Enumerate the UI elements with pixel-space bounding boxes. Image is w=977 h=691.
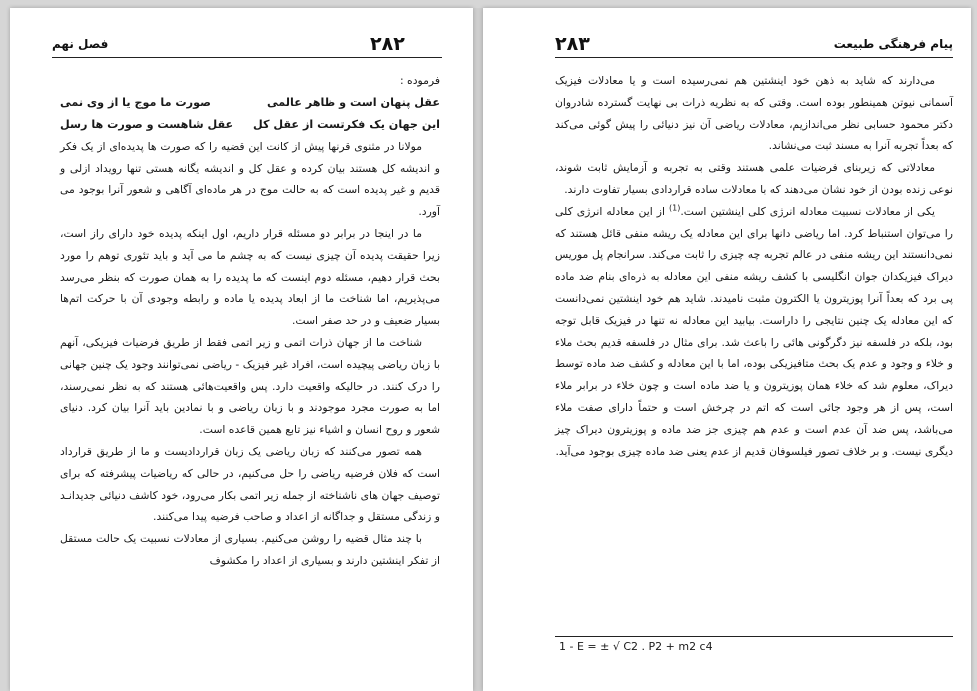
paragraph: می‌دارند که شاید به ذهن خود اینشتین هم نمی‌رسیده است و یا معادلات فیزیک آسمانی نیوتن همینطور بوده است. وقتی که به نظریه ذرات بی نهایت گسترده شادروان دکتر محمود حسابی نظر می‌اندازیم، معادلات ریاضی آن نیز دنیائی را پیش گوئی می‌کند که بعداً تجربه آنرا به مسند ثبت می‌نشاند.	[555, 74, 953, 153]
verse-block	[60, 92, 440, 136]
running-title: فصل نهم	[52, 37, 109, 51]
hemistich: صورت ما موج یا از وی نمی	[60, 95, 211, 109]
footnote-rule	[555, 636, 953, 637]
paragraph: شناخت ما از جهان ذرات اتمی و زیر اتمی فقط از طریق فرضیات فیزیکی، آنهم با زبان ریاضی پیچیده است، افراد غیر فیزیک - ریاضی نمی‌توانند وجود یک چنین جهانی را درک کنند. در حالیکه واقعیت دارد. پس واقعیت‌هائی هستند که به نظر نمی‌رسند، اما به صورت مجرد موجودند و با زبان ریاضی و با نمادین باید آنرا بیان کرد. دنیای شعور و روح انسان و اشیاء نیز تابع همین قاعده است.	[60, 335, 440, 437]
paragraph-text: یکی از معادلات نسبیت معادله انرژی کلی اینشتین است.	[680, 204, 935, 218]
paragraph: همه تصور می‌کنند که زبان ریاضی یک زبان قراردادیست و ما از طریق قرارداد است که فلان فرضیه ریاضی را حل می‌کنیم، در حالی که ریاضیات پیشرفته که برای توصیف جهان های ناشناخته از جمله زیر اتمی بکار می‌رود، خود کاشف دنیائی جدیدانـد و زندگی مستقل و جداگانه از اعداد و صاحب فرضیه پیدا می‌کنند.	[60, 444, 440, 524]
page-body	[60, 70, 440, 572]
footnote: 1 - E = ± √ C2 . P2 + m2 c4	[559, 640, 713, 653]
footnote-marker: (1)	[669, 203, 681, 213]
page-body	[555, 70, 953, 462]
paragraph	[555, 201, 953, 463]
verse-line	[60, 92, 440, 114]
hemistich: عقل شاهست و صورت ها رسل	[60, 117, 234, 131]
page-number: ۲۸۳	[555, 33, 590, 55]
paragraph: ما در اینجا در برابر دو مسئله قرار داریم، اول اینکه پدیده خود دارای راز است، زیرا حقیقت پدیده آن چیزی نیست که به چشم ما می آید و باید تئوری توهم را مورد بحث قرار دهیم، مسئله دوم اینست که ما پدیده را به همان صورت که بنظر می‌رسد می‌پذیریم، اما شناخت ما از ابعاد پدیده یا ماده و رابطه وجودی آن با حرکت اتم‌ها بسیار ضعیف و در حد صفر است.	[60, 226, 440, 328]
hemistich: این جهان یک فکرتست از عقل کل	[253, 117, 440, 131]
book-spine	[473, 8, 483, 691]
page-header	[52, 33, 442, 55]
paragraph: معادلاتی که زیربنای فرضیات علمی هستند وقتی به تجربه و آزمایش ثابت شوند، نوعی زنده بودن از خود نشان می‌دهند که با معادلات ساده قراردادی بسیار تفاوت دارند.	[555, 161, 953, 196]
page-number: ۲۸۲	[370, 33, 405, 55]
paragraph: مولانا در مثنوی قرنها پیش از کانت این قضیه را که صورت ها پدیده‌ای از یک فکر و اندیشه کل هستند بیان کرده و عقل کل و اندیشه یگانه هستی تنها رویداد ازلی و قدیم و غیر پدیده است که به حالت موج در هر ماده‌ای آگاهی و شعور آنرا بوجود می آورد.	[60, 139, 440, 219]
intro-line: فرموده :	[399, 74, 440, 87]
header-rule	[52, 57, 442, 58]
running-title: پیام فرهنگی طبیعت	[833, 37, 953, 51]
paragraph-text: از این معادله انرژی کلی را می‌توان استنباط کرد. اما ریاضی دانها برای این معادله یک ریشه منفی قائل هستند که نمی‌دانستند این ریشه منفی در عالم تجربه چه چیزی را ثابت می‌کند. سرانجام پل موریس دیراک فیزیکدان جوان انگلیسی با کشف ریشه منفی این معادله به ذره‌ای بنام ضد ماده پی برد که بعداً آنرا پوزیترون یا الکترون مثبت نامیدند. شاید هم خود اینشتین نمی‌دانست که این معادله یک چنین نتایجی را داراست. بیابید این معادله نه تنها در فیزیک قابل توجه بود، بلکه در فلسفه نیز دگرگونی هائی را باعث شد. برای مثال در فلسفه قدیم بحث ملاء و خلاء و وجود و عدم یک بحث متافیزیکی بوده، اما با این معادله و کشف ضد ماده توسط دیراک، معلوم شد که خلاء همان پوزیترون و یا ضد ماده است و چون خلاء در برابر ملاء است، پس از هر وجود جائی است که اتم در چرخش است و حتماً دارای صفت ملاء می‌باشد، پس ضد آن عدم است و عدم هم چیزی جز ضد ماده و پوزیترون دیراک چیز دیگری نیست. و بر خلاف تصور فیلسوفان قدیم از عدم یعنی ضد ماده چیزی بوجود می‌آید.	[555, 204, 953, 458]
paragraph: با چند مثال قضیه را روشن می‌کنیم. بسیاری از معادلات نسبیت یک حالت مستقل از تفکر اینشتین دارند و بسیاری از اعداد را مکشوف	[60, 532, 440, 567]
right-page	[483, 8, 971, 691]
left-page	[10, 8, 473, 691]
verse-line	[60, 114, 440, 136]
hemistich: عقل پنهان است و ظاهر عالمی	[266, 95, 440, 109]
header-rule	[555, 57, 953, 58]
page-header	[555, 33, 953, 55]
